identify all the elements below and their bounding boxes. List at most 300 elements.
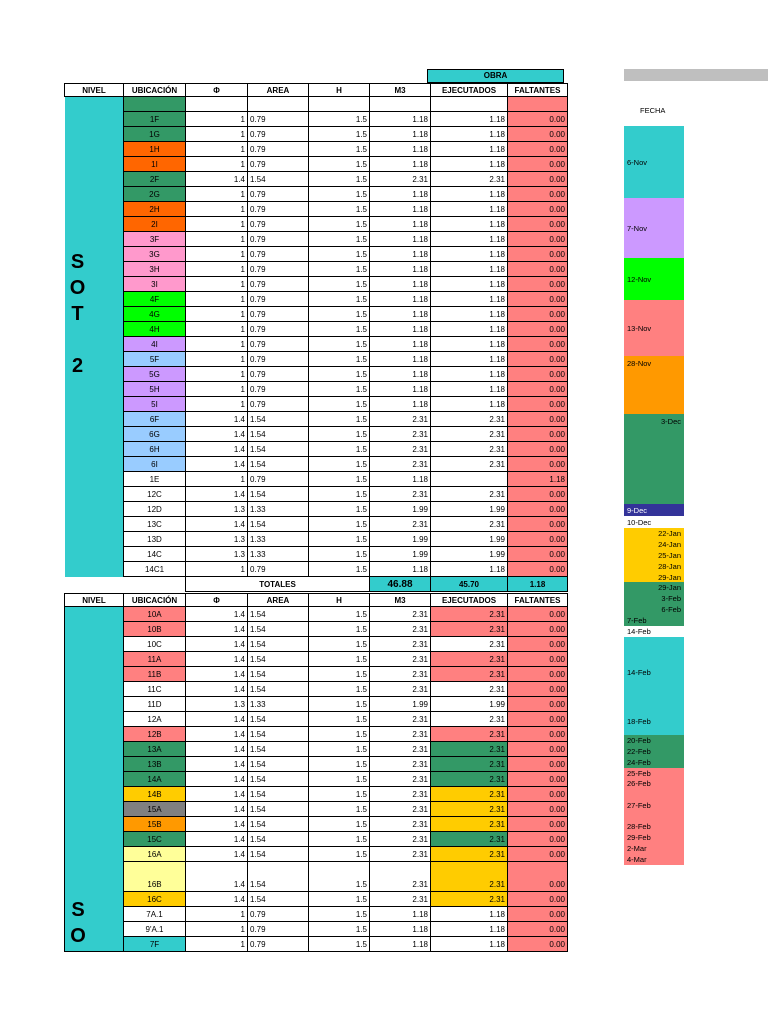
totals-ejecutados: 45.70 [431,577,508,592]
col-h: H [309,594,370,607]
faltantes-cell: 0.00 [508,352,568,367]
m3-cell: 1.18 [370,937,431,952]
phi-cell: 1.3 [186,532,248,547]
phi-cell: 1.3 [186,547,248,562]
fecha-item: 28-Feb [624,821,684,832]
h-cell: 1.5 [309,742,370,757]
h-cell: 1.5 [309,547,370,562]
ejecutados-cell: 2.31 [431,412,508,427]
m3-cell: 1.18 [370,907,431,922]
ejecutados-cell: 2.31 [431,862,508,892]
m3-cell: 1.18 [370,292,431,307]
h-cell: 1.5 [309,262,370,277]
h-cell: 1.5 [309,292,370,307]
ejecutados-cell: 1.18 [431,382,508,397]
phi-cell: 1.4 [186,682,248,697]
area-cell: 1.54 [248,832,309,847]
faltantes-cell: 0.00 [508,727,568,742]
fecha-item: 22-Feb [624,746,684,757]
faltantes-cell: 0.00 [508,682,568,697]
table-row [65,397,568,412]
h-cell: 1.5 [309,457,370,472]
ubicacion-cell: 11A [124,652,186,667]
fecha-block [624,126,684,198]
col-ubicacion: UBICACIÓN [124,594,186,607]
table-row [65,172,568,187]
area-cell: 0.79 [248,277,309,292]
phi-cell: 1.4 [186,487,248,502]
ejecutados-cell: 1.99 [431,547,508,562]
area-cell: 0.79 [248,367,309,382]
fecha-item: 29-Feb [624,832,684,843]
ejecutados-cell: 1.18 [431,187,508,202]
ejecutados-cell: 2.31 [431,622,508,637]
m3-cell: 2.31 [370,607,431,622]
table-row [65,787,568,802]
ejecutados-cell: 2.31 [431,667,508,682]
h-cell: 1.5 [309,787,370,802]
table-row [65,322,568,337]
faltantes-cell: 0.00 [508,142,568,157]
phi-cell: 1 [186,397,248,412]
table-row [65,457,568,472]
m3-cell: 2.31 [370,637,431,652]
table-row [65,862,568,892]
table-row [65,532,568,547]
fecha-item: 25-Jan [624,550,684,561]
phi-cell: 1.4 [186,787,248,802]
ejecutados-cell: 2.31 [431,832,508,847]
area-cell: 1.54 [248,742,309,757]
m3-cell: 2.31 [370,712,431,727]
m3-cell: 1.99 [370,532,431,547]
phi-cell: 1.4 [186,727,248,742]
area-cell: 1.33 [248,547,309,562]
m3-cell: 2.31 [370,427,431,442]
table-row [65,367,568,382]
col-faltantes: FALTANTES [508,594,568,607]
gray-header-bar [624,69,768,81]
h-cell: 1.5 [309,892,370,907]
m3-cell: 1.18 [370,187,431,202]
phi-cell: 1.4 [186,517,248,532]
area-cell: 1.54 [248,652,309,667]
fecha-item: 14-Feb [624,626,684,637]
faltantes-cell: 0.00 [508,697,568,712]
m3-cell: 2.31 [370,517,431,532]
m3-cell: 1.18 [370,127,431,142]
fecha-item: 24-Jan [624,539,684,550]
phi-cell: 1.4 [186,862,248,892]
ubicacion-cell: 1F [124,112,186,127]
table-row [65,127,568,142]
m3-cell: 2.31 [370,727,431,742]
col-h: H [309,84,370,97]
h-cell: 1.5 [309,202,370,217]
col-ejecutados: EJECUTADOS [431,84,508,97]
col-nivel: NIVEL [65,594,124,607]
ubicacion-cell: 13D [124,532,186,547]
ejecutados-cell: 1.18 [431,907,508,922]
ubicacion-cell: 4G [124,307,186,322]
faltantes-cell: 0.00 [508,817,568,832]
faltantes-cell: 0.00 [508,502,568,517]
ejecutados-cell: 2.31 [431,817,508,832]
m3-cell: 2.31 [370,862,431,892]
area-cell: 1.54 [248,727,309,742]
table-row [65,472,568,487]
phi-cell: 1 [186,157,248,172]
ejecutados-cell: 2.31 [431,427,508,442]
h-cell: 1.5 [309,772,370,787]
phi-cell: 1 [186,322,248,337]
table-row [65,742,568,757]
table-row [65,607,568,622]
m3-cell: 2.31 [370,757,431,772]
h-cell: 1.5 [309,757,370,772]
table-row [65,562,568,577]
ejecutados-cell: 1.18 [431,337,508,352]
ejecutados-cell: 1.18 [431,397,508,412]
area-cell: 0.79 [248,937,309,952]
nivel-letter: O [69,277,86,299]
area-cell: 0.79 [248,922,309,937]
faltantes-cell: 0.00 [508,562,568,577]
h-cell: 1.5 [309,142,370,157]
area-cell: 0.79 [248,157,309,172]
m3-cell: 2.31 [370,667,431,682]
faltantes-cell: 0.00 [508,187,568,202]
ejecutados-cell: 2.31 [431,892,508,907]
table-row [65,157,568,172]
blank-cell [65,577,124,592]
ejecutados-cell [431,472,508,487]
faltantes-cell: 0.00 [508,607,568,622]
ejecutados-cell: 1.18 [431,262,508,277]
ubicacion-cell: 7F [124,937,186,952]
table-row [65,277,568,292]
h-cell: 1.5 [309,802,370,817]
ubicacion-cell: 11B [124,667,186,682]
table-row [65,247,568,262]
ejecutados-cell: 2.31 [431,712,508,727]
totals-faltantes: 1.18 [508,577,568,592]
m3-cell: 1.18 [370,202,431,217]
area-cell: 0.79 [248,127,309,142]
phi-cell: 1 [186,187,248,202]
faltantes-cell: 0.00 [508,367,568,382]
m3-cell: 1.18 [370,157,431,172]
ubicacion-cell [124,97,186,112]
nivel-cell [65,97,124,577]
ubicacion-cell: 12D [124,502,186,517]
ejecutados-cell: 1.18 [431,292,508,307]
ubicacion-cell: 6I [124,457,186,472]
phi-cell: 1 [186,127,248,142]
table-row [65,832,568,847]
table-row [65,232,568,247]
ejecutados-cell: 1.18 [431,322,508,337]
faltantes-cell: 0.00 [508,202,568,217]
table-row-blank [65,97,568,112]
faltantes-cell: 0.00 [508,172,568,187]
col-ejecutados: EJECUTADOS [431,594,508,607]
fecha-item: 29-Jan [624,582,684,593]
table-row [65,517,568,532]
m3-cell: 2.31 [370,172,431,187]
h-cell: 1.5 [309,922,370,937]
ejecutados-cell: 2.31 [431,457,508,472]
ubicacion-cell: 9'A.1 [124,922,186,937]
fecha-label: 9-Dec [627,505,648,515]
table-row [65,262,568,277]
ubicacion-cell: 4H [124,322,186,337]
ubicacion-cell: 2F [124,172,186,187]
phi-cell: 1.4 [186,172,248,187]
table-row [65,727,568,742]
table-row [65,892,568,907]
area-cell: 1.54 [248,412,309,427]
ubicacion-cell: 2H [124,202,186,217]
area-cell: 0.79 [248,472,309,487]
faltantes-cell: 0.00 [508,832,568,847]
fecha-item: 26-Feb [624,778,684,789]
table-row [65,802,568,817]
phi-cell: 1.4 [186,712,248,727]
table-row [65,847,568,862]
m3-cell: 1.18 [370,142,431,157]
totals-label: TOTALES [186,577,370,592]
fecha-header: FECHA [640,106,666,115]
m3-cell: 2.31 [370,682,431,697]
faltantes-cell: 0.00 [508,637,568,652]
fecha-item: 24-Feb [624,757,684,768]
ubicacion-cell: 6H [124,442,186,457]
area-cell: 1.54 [248,772,309,787]
ejecutados-cell: 1.18 [431,307,508,322]
ubicacion-cell: 1G [124,127,186,142]
area-cell: 1.54 [248,757,309,772]
ubicacion-cell: 14C1 [124,562,186,577]
ubicacion-cell: 5G [124,367,186,382]
obra-header: OBRA [427,69,564,83]
faltantes-cell: 0.00 [508,247,568,262]
area-cell: 1.54 [248,172,309,187]
table-row [65,547,568,562]
faltantes-cell: 0.00 [508,802,568,817]
area-cell: 0.79 [248,217,309,232]
h-cell: 1.5 [309,562,370,577]
m3-cell: 1.18 [370,262,431,277]
ubicacion-cell: 4I [124,337,186,352]
h-cell: 1.5 [309,277,370,292]
fecha-item: 7-Feb [624,615,684,626]
faltantes-cell: 1.18 [508,472,568,487]
ubicacion-cell: 12C [124,487,186,502]
faltantes-cell: 0.00 [508,262,568,277]
fecha-label: 18-Feb [627,717,651,727]
table-header-row [65,594,568,607]
ejecutados-cell: 2.31 [431,742,508,757]
table-row [65,667,568,682]
nivel-label [67,607,121,949]
h-cell: 1.5 [309,502,370,517]
nivel-letter: S [71,899,85,921]
area-cell: 0.79 [248,202,309,217]
h-cell: 1.5 [309,172,370,187]
m3-cell: 2.31 [370,412,431,427]
faltantes-cell: 0.00 [508,532,568,547]
phi-cell: 1 [186,472,248,487]
phi-cell: 1.4 [186,412,248,427]
phi-cell: 1 [186,232,248,247]
nivel-label [67,97,122,379]
ubicacion-cell: 14A [124,772,186,787]
h-cell: 1.5 [309,862,370,892]
m3-cell: 1.18 [370,397,431,412]
faltantes-cell: 0.00 [508,157,568,172]
ejecutados-cell: 1.18 [431,562,508,577]
h-cell: 1.5 [309,907,370,922]
area-cell: 1.54 [248,457,309,472]
table-row [65,772,568,787]
table-row [65,757,568,772]
ejecutados-cell: 1.18 [431,367,508,382]
fecha-block [624,504,684,516]
col-area: AREA [248,84,309,97]
area-cell: 1.54 [248,427,309,442]
ejecutados-cell: 2.31 [431,637,508,652]
faltantes-cell: 0.00 [508,652,568,667]
table-row [65,682,568,697]
fecha-item: 29-Jan [624,572,684,583]
h-cell: 1.5 [309,607,370,622]
h-cell: 1.5 [309,187,370,202]
phi-cell: 1 [186,382,248,397]
ubicacion-cell: 2I [124,217,186,232]
phi-cell: 1.4 [186,607,248,622]
h-cell: 1.5 [309,652,370,667]
ubicacion-cell: 1H [124,142,186,157]
m3-cell: 2.31 [370,487,431,502]
area-cell: 1.54 [248,622,309,637]
m3-cell: 1.18 [370,232,431,247]
ubicacion-cell: 12A [124,712,186,727]
faltantes-cell: 0.00 [508,337,568,352]
m3-cell: 1.18 [370,367,431,382]
h-cell: 1.5 [309,517,370,532]
phi-cell: 1 [186,247,248,262]
area-cell: 1.54 [248,892,309,907]
ejecutados-cell: 2.31 [431,802,508,817]
ubicacion-cell: 1I [124,157,186,172]
fecha-item: 22-Jan [624,528,684,539]
ejecutados-cell: 1.18 [431,922,508,937]
m3-cell: 1.18 [370,247,431,262]
phi-cell: 1 [186,367,248,382]
ubicacion-cell: 7A.1 [124,907,186,922]
table-row [65,187,568,202]
h-cell: 1.5 [309,727,370,742]
ejecutados-cell: 1.18 [431,247,508,262]
ejecutados-cell: 1.18 [431,232,508,247]
h-cell: 1.5 [309,307,370,322]
faltantes-cell: 0.00 [508,382,568,397]
m3-cell: 1.18 [370,382,431,397]
area-cell: 1.54 [248,487,309,502]
blank-cell [309,97,370,112]
area-cell: 1.54 [248,787,309,802]
ejecutados-cell: 1.99 [431,502,508,517]
fecha-block [624,414,684,504]
ejecutados-cell: 1.99 [431,697,508,712]
ubicacion-cell: 5H [124,382,186,397]
area-cell: 1.54 [248,517,309,532]
h-cell: 1.5 [309,322,370,337]
phi-cell: 1 [186,307,248,322]
table-row [65,217,568,232]
phi-cell: 1 [186,217,248,232]
ubicacion-cell: 15C [124,832,186,847]
area-cell: 1.54 [248,607,309,622]
ubicacion-cell: 1E [124,472,186,487]
table-row [65,442,568,457]
table-header-row [65,84,568,97]
m3-cell: 1.18 [370,217,431,232]
ubicacion-cell: 14C [124,547,186,562]
area-cell: 0.79 [248,262,309,277]
table-row [65,937,568,952]
fecha-label: 10-Dec [627,517,652,527]
ejecutados-cell: 1.18 [431,112,508,127]
table-row [65,202,568,217]
faltantes-cell: 0.00 [508,742,568,757]
m3-cell: 1.99 [370,502,431,517]
blank-cell [186,97,248,112]
m3-cell: 2.31 [370,892,431,907]
phi-cell: 1 [186,922,248,937]
area-cell: 1.33 [248,502,309,517]
ubicacion-cell: 3H [124,262,186,277]
table-row [65,712,568,727]
faltantes-cell: 0.00 [508,892,568,907]
m3-cell: 1.18 [370,277,431,292]
m3-cell: 2.31 [370,817,431,832]
area-cell: 0.79 [248,337,309,352]
faltantes-cell: 0.00 [508,127,568,142]
table-row [65,427,568,442]
faltantes-cell: 0.00 [508,292,568,307]
ejecutados-cell: 1.18 [431,217,508,232]
ubicacion-cell: 10B [124,622,186,637]
ejecutados-cell: 1.18 [431,142,508,157]
ubicacion-cell: 11C [124,682,186,697]
fecha-block [624,516,684,528]
fecha-item: 3-Feb [624,593,684,604]
ejecutados-cell: 1.18 [431,937,508,952]
faltantes-cell: 0.00 [508,112,568,127]
faltantes-cell: 0.00 [508,277,568,292]
area-cell: 1.54 [248,637,309,652]
area-cell: 1.54 [248,682,309,697]
m3-cell: 1.18 [370,112,431,127]
ubicacion-cell: 13B [124,757,186,772]
area-cell: 1.33 [248,697,309,712]
fecha-label: 12-Nov [627,274,652,284]
ejecutados-cell [431,97,508,112]
area-cell: 1.54 [248,442,309,457]
area-cell: 0.79 [248,352,309,367]
